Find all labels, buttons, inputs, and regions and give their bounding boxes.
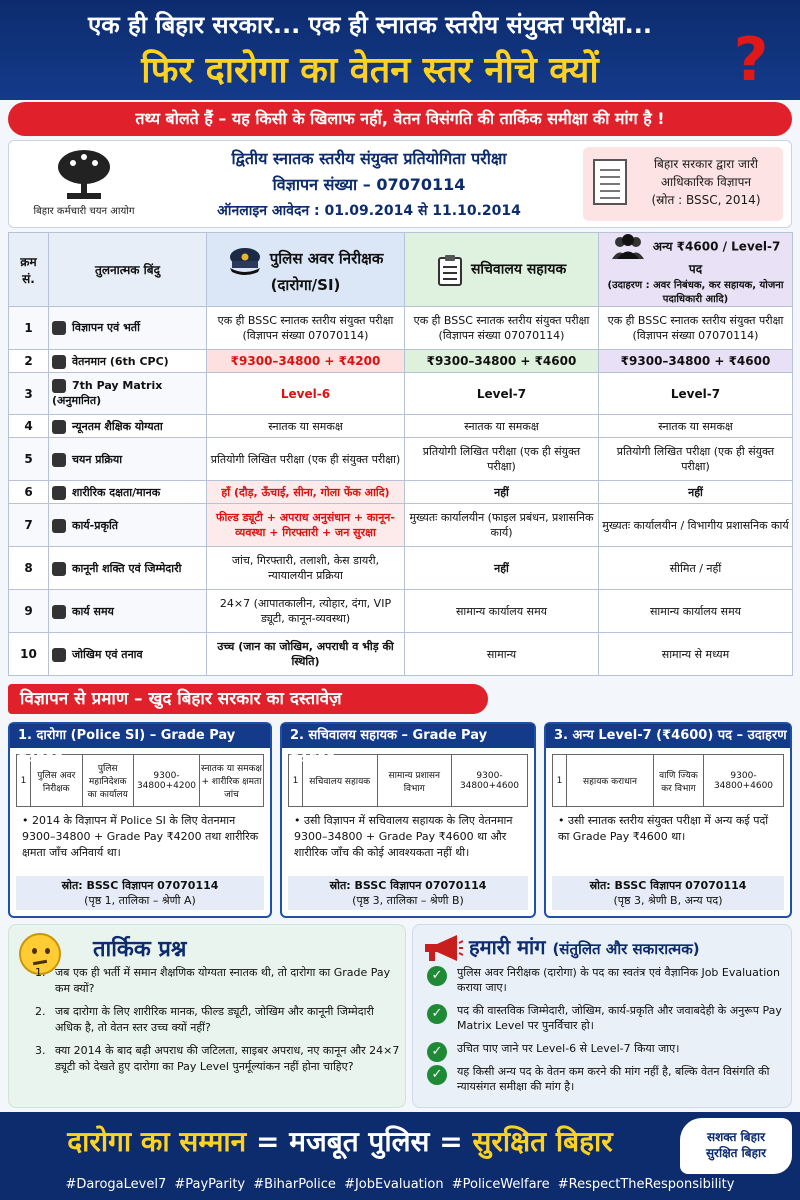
law-icon	[52, 562, 66, 576]
question-mark-icon: ?	[733, 25, 769, 95]
header-si-label: पुलिस अवर निरीक्षक (दारोगा/SI)	[269, 249, 384, 294]
row-num: 4	[9, 414, 49, 437]
slogan-part: सुरक्षित बिहार	[472, 1125, 613, 1158]
cell-oth: ₹9300–34800 + ₹4600	[599, 349, 793, 372]
row-point	[49, 349, 207, 372]
question-number: 1.	[35, 966, 46, 979]
excerpt-cell: 1	[289, 755, 303, 807]
table-header-row	[9, 233, 793, 307]
excerpt-cell: 9300-34800+4600	[704, 755, 784, 807]
source-line: स्रोत: BSSC विज्ञापन 07070114	[589, 879, 747, 892]
excerpt-cell: वाणि ज्यिक कर विभाग	[654, 755, 704, 807]
demands-list	[427, 965, 787, 1102]
list-item	[427, 1064, 787, 1094]
header-num: क्रम सं.	[9, 233, 49, 307]
people-icon	[611, 234, 645, 260]
question-text: जब एक ही भर्ती में समान शैक्षणिक योग्यता स्नातक थी, तो दारोगा का Grade Pay कम क्यों?	[55, 966, 391, 995]
ad-number: विज्ञापन संख्या – 07070114	[272, 175, 466, 194]
row-point	[49, 504, 207, 547]
proof-source	[16, 876, 264, 910]
official-note-source: (स्रोत : BSSC, 2014)	[651, 193, 761, 207]
row-num: 6	[9, 481, 49, 504]
cell-si: हाँ (दौड़, ऊँचाई, सीना, गोला फेंक आदि)	[207, 481, 405, 504]
cell-sec: ₹9300–34800 + ₹4600	[405, 349, 599, 372]
exam-details	[159, 147, 579, 220]
hashtags: #DarogaLevel7 #PayParity #BiharPolice #JobEvaluation #PoliceWelfare #RespectTheResponsibility	[65, 1177, 735, 1192]
proof-card-si	[8, 722, 272, 918]
row-point-label: शारीरिक दक्षता/मानक	[72, 485, 161, 499]
cell-sec: Level-7	[405, 373, 599, 415]
ad-excerpt-table	[552, 754, 784, 807]
row-point-label: कार्य समय	[72, 604, 114, 618]
row-point-label: वेतनमान (6th CPC)	[72, 354, 169, 368]
header-line1: एक ही बिहार सरकार... एक ही स्नातक स्तरीय संयुक्त परीक्षा...	[88, 11, 652, 39]
excerpt-cell: स्नातक या समकक्ष + शारीरिक क्षमता जांच	[200, 755, 264, 807]
row-point-label: कार्य-प्रकृति	[72, 518, 119, 532]
slogan-part: मजबूत पुलिस	[289, 1125, 430, 1158]
proof-card-title: 1. दारोगा (Police SI) – Grade Pay ₹4200	[10, 724, 270, 748]
document-icon	[593, 159, 627, 205]
row-num: 8	[9, 547, 49, 590]
check-icon: ✓	[427, 966, 447, 986]
row-point	[49, 633, 207, 676]
list-item	[35, 965, 401, 997]
list-item	[35, 1043, 401, 1075]
excerpt-cell: सचिवालय सहायक	[303, 755, 378, 807]
header-sec-label: सचिवालय सहायक	[470, 261, 567, 277]
official-note-line1: बिहार सरकार द्वारा जारी	[653, 157, 759, 171]
row-point-label: कानूनी शक्ति एवं जिम्मेदारी	[72, 561, 182, 575]
cell-si: जांच, गिरफ्तारी, तलाशी, केस डायरी, न्यायालयीन प्रक्रिया	[207, 547, 405, 590]
table-row	[9, 590, 793, 633]
slogan-equals: =	[246, 1125, 290, 1158]
proof-card-title: 2. सचिवालय सहायक – Grade Pay ₹4600	[282, 724, 534, 748]
row-point-label: जोखिम एवं तनाव	[72, 647, 143, 661]
demand-text: यह किसी अन्य पद के वेतन कम करने की मांग नहीं है, बल्कि वेतन विसंगति की न्यायसंगत समीक्षा की मांग है।	[457, 1065, 770, 1093]
cell-oth: सामान्य कार्यालय समय	[599, 590, 793, 633]
selection-icon	[52, 453, 66, 467]
cell-sec: सामान्य	[405, 633, 599, 676]
row-point	[49, 481, 207, 504]
questions-list	[35, 965, 401, 1082]
cell-oth: स्नातक या समकक्ष	[599, 414, 793, 437]
cell-si: उच्च (जान का जोखिम, अपराधी व भीड़ की स्थिति)	[207, 633, 405, 676]
emblem-caption: बिहार कर्मचारी चयन आयोग	[33, 206, 135, 217]
list-item	[427, 965, 787, 995]
cell-sec: मुख्यतः कार्यालयीन (फाइल प्रबंधन, प्रशासनिक कार्य)	[405, 504, 599, 547]
cell-sec: नहीं	[405, 481, 599, 504]
row-num: 5	[9, 438, 49, 481]
pay-icon	[52, 355, 66, 369]
bssc-emblem	[19, 147, 149, 223]
warning-icon	[52, 648, 66, 662]
header-point: तुलनात्मक बिंदु	[49, 233, 207, 307]
proof-bullet: • उसी स्नातक स्तरीय संयुक्त परीक्षा में अन्य कई पदों का Grade Pay ₹4600 था।	[558, 814, 769, 843]
source-line: स्रोत: BSSC विज्ञापन 07070114	[329, 879, 487, 892]
header-oth-sub: (उदाहरण : अवर निबंधक, कर सहायक, योजना पदाधिकारी आदि)	[607, 280, 784, 305]
cell-sec: सामान्य कार्यालय समय	[405, 590, 599, 633]
running-icon	[52, 486, 66, 500]
cell-si: फील्ड ड्यूटी + अपराध अनुसंधान + कानून-व्यवस्था + गिरफ्तारी + जन सुरक्षा	[207, 504, 405, 547]
table-row	[9, 438, 793, 481]
list-item	[427, 1003, 787, 1033]
cell-oth: सीमित / नहीं	[599, 547, 793, 590]
official-ad-note	[583, 147, 783, 221]
bihar-map-badge	[680, 1118, 792, 1174]
check-icon: ✓	[427, 1004, 447, 1024]
header-oth-title: अन्य ₹4600 / Level-7 पद	[652, 239, 781, 276]
excerpt-cell: 1	[17, 755, 31, 807]
demands-title	[469, 933, 700, 960]
row-num: 3	[9, 373, 49, 415]
slogan-part: दारोगा का सम्मान	[67, 1125, 247, 1158]
proof-source	[552, 876, 784, 910]
row-point-label: 7th Pay Matrix (अनुमानित)	[52, 379, 163, 408]
source-page: (पृष्ठ 3, तालिका – श्रेणी B)	[352, 894, 464, 907]
row-point	[49, 438, 207, 481]
row-num: 9	[9, 590, 49, 633]
our-demands	[412, 924, 792, 1108]
cell-sec: स्नातक या समकक्ष	[405, 414, 599, 437]
excerpt-cell: पुलिस अवर निरीक्षक	[31, 755, 83, 807]
clock-icon	[52, 605, 66, 619]
question-text: क्या 2014 के बाद बढ़ी अपराध की जटिलता, साइबर अपराध, नए कानून और 24×7 ड्यूटी को देखते हुए दारोगा का Pay Level पुनर्मूल्यांकन नहीं होना चाहिए?	[55, 1044, 400, 1073]
footer	[0, 1112, 800, 1200]
megaphone-icon	[423, 933, 463, 963]
cell-si: 24×7 (आपातकालीन, त्योहार, दंगा, VIP ड्यूटी, कानून-व्यवस्था)	[207, 590, 405, 633]
slogan-equals: =	[429, 1125, 473, 1158]
check-icon: ✓	[427, 1065, 447, 1085]
question-number: 2.	[35, 1005, 46, 1018]
cell-sec: एक ही BSSC स्नातक स्तरीय संयुक्त परीक्षा (विज्ञापन संख्या 07070114)	[405, 307, 599, 350]
badge-line1: सशक्त बिहार	[706, 1130, 766, 1144]
row-num: 10	[9, 633, 49, 676]
source-page: (पृष्ठ 3, श्रेणी B, अन्य पद)	[613, 894, 723, 907]
proof-bullet-text: 2014 के विज्ञापन में Police SI के लिए वेतनमान 9300–34800 + Grade Pay ₹4200 तथा शारीरिक क्षमता जाँच अनिवार्य था।	[22, 814, 259, 859]
row-num: 1	[9, 307, 49, 350]
cell-si: Level-6	[207, 373, 405, 415]
row-point-label: न्यूनतम शैक्षिक योग्यता	[72, 419, 163, 433]
header-title: फिर दारोगा का वेतन स्तर नीचे क्यों	[141, 50, 599, 91]
proof-card-sec	[280, 722, 536, 918]
table-row	[9, 504, 793, 547]
proof-banner: विज्ञापन से प्रमाण – खुद बिहार सरकार का दस्तावेज़	[8, 684, 488, 714]
police-cap-icon	[228, 245, 262, 275]
graduation-cap-icon	[52, 420, 66, 434]
proof-bullet: • 2014 के विज्ञापन में Police SI के लिए वेतनमान 9300–34800 + Grade Pay ₹4200 तथा शारीरिक क्षमता जाँच अनिवार्य था।	[22, 814, 259, 859]
table-row	[9, 633, 793, 676]
clipboard-icon	[437, 254, 463, 286]
badge-line2: सुरक्षित बिहार	[705, 1146, 767, 1160]
excerpt-cell: 9300-34800+4600	[452, 755, 528, 807]
calculator-icon	[52, 379, 66, 393]
cell-sec: नहीं	[405, 547, 599, 590]
proof-bullet-text: उसी विज्ञापन में सचिवालय सहायक के लिए वेतनमान 9300–34800 + Grade Pay ₹4600 था और शारीरिक जाँच की कोई आवश्यकता नहीं थी।	[294, 814, 513, 859]
proof-card-other	[544, 722, 792, 918]
cell-oth: एक ही BSSC स्नातक स्तरीय संयुक्त परीक्षा (विज्ञापन संख्या 07070114)	[599, 307, 793, 350]
header	[0, 0, 800, 100]
check-icon: ✓	[427, 1042, 447, 1062]
excerpt-cell: सामान्य प्रशासन विभाग	[377, 755, 452, 807]
demand-text: पद की वास्तविक जिम्मेदारी, जोखिम, कार्य-प्रकृति और जवाबदेही के अनुरूप Pay Matrix Level पर पुनर्विचार हो।	[457, 1004, 782, 1032]
proof-bullet-text: उसी स्नातक स्तरीय संयुक्त परीक्षा में अन्य कई पदों का Grade Pay ₹4600 था।	[558, 814, 769, 843]
table-row	[9, 414, 793, 437]
cell-si: ₹9300–34800 + ₹4200	[207, 349, 405, 372]
demand-text: उचित पाए जाने पर Level-6 से Level-7 किया जाए।	[457, 1042, 680, 1055]
cell-oth: Level-7	[599, 373, 793, 415]
facts-banner: तथ्य बोलते हैं – यह किसी के खिलाफ नहीं, वेतन विसंगति की तार्किक समीक्षा की मांग है !	[8, 102, 792, 136]
comparison-table	[8, 232, 793, 676]
table-row	[9, 307, 793, 350]
proof-bullet: • उसी विज्ञापन में सचिवालय सहायक के लिए वेतनमान 9300–34800 + Grade Pay ₹4600 था और शारीरिक जाँच की कोई आवश्यकता नहीं थी।	[294, 814, 513, 859]
cell-oth: सामान्य से मध्यम	[599, 633, 793, 676]
row-num: 7	[9, 504, 49, 547]
question-number: 3.	[35, 1044, 46, 1057]
header-si	[207, 233, 405, 307]
header-sec	[405, 233, 599, 307]
row-point	[49, 373, 207, 415]
question-text: जब दारोगा के लिए शारीरिक मानक, फील्ड ड्यूटी, जोखिम और कानूनी जिम्मेदारी अधिक है, तो वेतन स्तर उच्च क्यों नहीं?	[55, 1005, 374, 1034]
exam-title: द्वितीय स्नातक स्तरीय संयुक्त प्रतियोगिता परीक्षा	[231, 149, 507, 168]
cell-si: प्रतियोगी लिखित परीक्षा (एक ही संयुक्त परीक्षा)	[207, 438, 405, 481]
excerpt-cell: 9300-34800+4200	[134, 755, 200, 807]
source-line: स्रोत: BSSC विज्ञापन 07070114	[61, 879, 219, 892]
official-note-line2: आधिकारिक विज्ञापन	[660, 175, 752, 189]
source-page: (पृष्ठ 1, तालिका – श्रेणी A)	[84, 894, 196, 907]
row-point-label: विज्ञापन एवं भर्ती	[72, 321, 140, 335]
demands-subtitle: (संतुलित और सकारात्मक)	[552, 940, 700, 958]
cell-oth: प्रतियोगी लिखित परीक्षा (एक ही संयुक्त परीक्षा)	[599, 438, 793, 481]
row-point	[49, 547, 207, 590]
proof-source	[288, 876, 528, 910]
header-oth	[599, 233, 793, 307]
cell-oth: मुख्यतः कार्यालयीन / विभागीय प्रशासनिक कार्य	[599, 504, 793, 547]
bodhi-tree-icon	[49, 147, 119, 203]
excerpt-cell: पुलिस महानिदेशक का कार्यालय	[82, 755, 134, 807]
table-row	[9, 373, 793, 415]
proof-card-title: 3. अन्य Level-7 (₹4600) पद – उदाहरण	[546, 724, 790, 748]
footer-slogan	[0, 1122, 680, 1160]
cell-sec: प्रतियोगी लिखित परीक्षा (एक ही संयुक्त परीक्षा)	[405, 438, 599, 481]
briefcase-icon	[52, 519, 66, 533]
apply-dates: ऑनलाइन आवेदन : 01.09.2014 से 11.10.2014	[217, 203, 521, 219]
row-point-label: चयन प्रक्रिया	[72, 452, 123, 466]
logical-questions	[8, 924, 406, 1108]
row-point	[49, 590, 207, 633]
info-box	[8, 140, 792, 228]
cell-oth: नहीं	[599, 481, 793, 504]
demand-text: पुलिस अवर निरीक्षक (दारोगा) के पद का स्वतंत्र एवं वैज्ञानिक Job Evaluation कराया जाए।	[457, 966, 780, 994]
list-item	[427, 1041, 787, 1059]
row-point	[49, 307, 207, 350]
excerpt-cell: 1	[553, 755, 567, 807]
row-num: 2	[9, 349, 49, 372]
table-row	[9, 481, 793, 504]
table-row	[9, 349, 793, 372]
cell-si: एक ही BSSC स्नातक स्तरीय संयुक्त परीक्षा (विज्ञापन संख्या 07070114)	[207, 307, 405, 350]
row-point	[49, 414, 207, 437]
list-item	[35, 1004, 401, 1036]
table-row	[9, 547, 793, 590]
questions-title: तार्किक प्रश्न	[93, 937, 187, 962]
excerpt-cell: सहायक कराधान	[567, 755, 654, 807]
cell-si: स्नातक या समकक्ष	[207, 414, 405, 437]
user-icon	[52, 321, 66, 335]
demands-title-text: हमारी मांग	[469, 935, 546, 959]
